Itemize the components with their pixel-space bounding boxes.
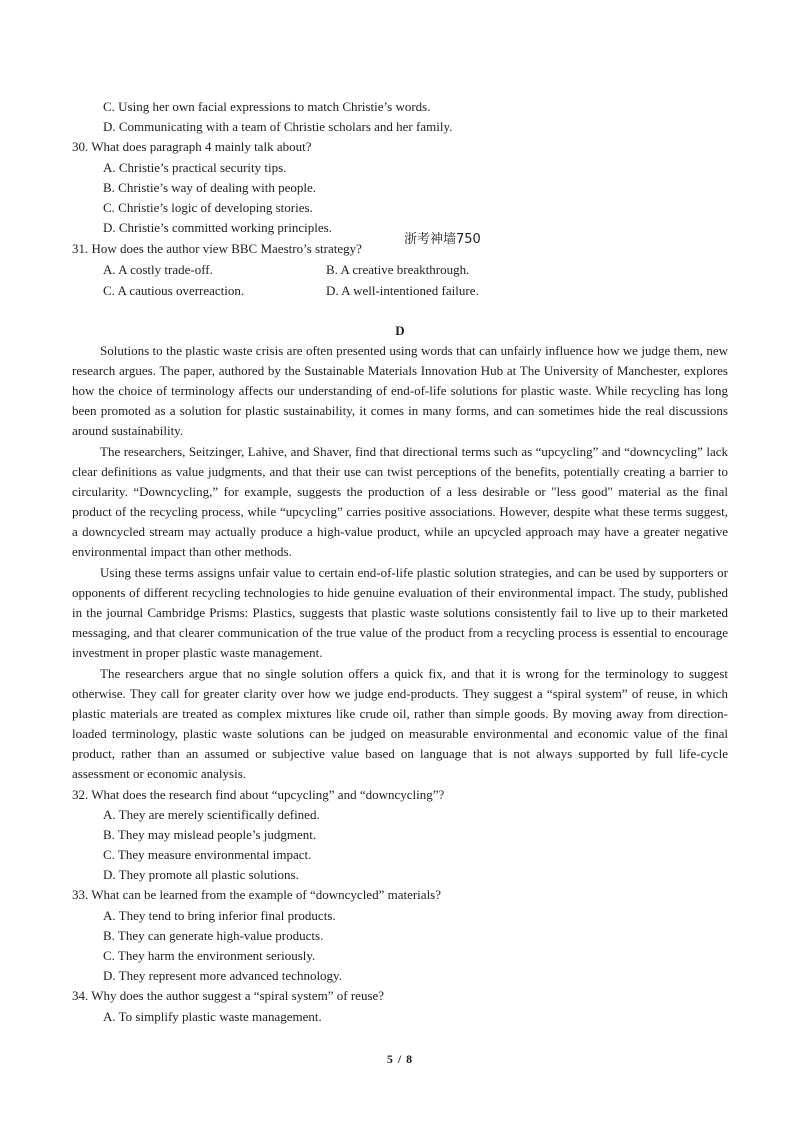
q32-option-b: B. They may mislead people’s judgment. [103, 827, 317, 842]
passage-paragraph-3: Using these terms assigns unfair value to certain end-of-life plastic solution strategies, and can be used by supporters or opponents of different recycling technologies to hide genuine evaluation of their environmental impact. The study, published in the journal Cambridge Prisms: Plastics, suggests that plastic waste solutions consistently fail to live up to their marketed messaging, and that clearer communication of the true value of the product from a recycling process is essential to encourage investment in proper plastic waste management. [72, 565, 728, 660]
page-number: 5 / 8 [386, 1052, 414, 1066]
q30-option-d: D. Christie’s committed working principles. [103, 220, 332, 235]
q31-stem: 31. How does the author view BBC Maestro’s strategy? [72, 241, 362, 256]
q33-option-d: D. They represent more advanced technology. [103, 968, 342, 983]
q32-option-c: C. They measure environmental impact. [103, 847, 312, 862]
q29-option-c: C. Using her own facial expressions to match Christie’s words. [103, 99, 431, 114]
section-heading: D [395, 323, 405, 338]
q33-stem: 33. What can be learned from the example of “downcycled” materials? [72, 887, 442, 902]
q33-option-b: B. They can generate high-value products. [103, 928, 324, 943]
q32-stem: 32. What does the research find about “upcycling” and “downcycling”? [72, 787, 445, 802]
q31-option-d: D. A well-intentioned failure. [326, 283, 479, 298]
watermark: 浙考神墙750 [404, 232, 481, 247]
q31-option-c: C. A cautious overreaction. [103, 283, 245, 298]
passage-paragraph-4: The researchers argue that no single solution offers a quick fix, and that it is wrong for the terminology to suggest otherwise. They call for greater clarity over how we judge end-products. They suggest a “spiral system” of reuse, in which plastic materials are treated as complex mixtures like crude oil, rather than simple goods. By moving away from direction-loaded terminology, plastic waste solutions can be judged on measurable environmental and economic value of the final product, rather than an assumed or subjective value based on language that is not always supported by full life-cycle assessment or economic analysis. [72, 666, 728, 781]
q32-option-a: A. They are merely scientifically defined. [103, 807, 320, 822]
q34-option-a: A. To simplify plastic waste management. [103, 1009, 322, 1024]
q31-option-b: B. A creative breakthrough. [326, 262, 470, 277]
passage-paragraph-2: The researchers, Seitzinger, Lahive, and Shaver, find that directional terms such as “upcycling” and “downcycling” lack clear definitions as value judgments, and that their use can twist perceptions of the benefits, potentially creating a barrier to circularity. “Downcycling,” for example, suggests the production of a less desirable or "less good" material as the final product of the recycling process, while “upcycling” carries positive associations. However, despite what these terms suggest, a downcycled stream may actually produce a high-value product, while an upcycled approach may have a greater negative environmental impact than other methods. [72, 444, 728, 559]
q29-option-d: D. Communicating with a team of Christie scholars and her family. [103, 119, 453, 134]
q33-option-c: C. They harm the environment seriously. [103, 948, 316, 963]
q31-option-a: A. A costly trade-off. [103, 262, 213, 277]
q30-option-a: A. Christie’s practical security tips. [103, 160, 287, 175]
q30-option-b: B. Christie’s way of dealing with people. [103, 180, 317, 195]
q32-option-d: D. They promote all plastic solutions. [103, 867, 299, 882]
passage-paragraph-1: Solutions to the plastic waste crisis are often presented using words that can unfairly influence how we judge them, new research argues. The paper, authored by the Sustainable Materials Innovation Hub at The University of Manchester, explores how the choice of terminology affects our understanding of end-of-life solutions for plastic waste. While recycling has long been promoted as a solution for plastic sustainability, it comes in many forms, and can sometimes hide the real discussions around sustainability. [72, 343, 728, 438]
q30-stem: 30. What does paragraph 4 mainly talk about? [72, 139, 312, 154]
q34-stem: 34. Why does the author suggest a “spiral system” of reuse? [72, 988, 385, 1003]
q30-option-c: C. Christie’s logic of developing stories. [103, 200, 313, 215]
q33-option-a: A. They tend to bring inferior final products. [103, 908, 336, 923]
